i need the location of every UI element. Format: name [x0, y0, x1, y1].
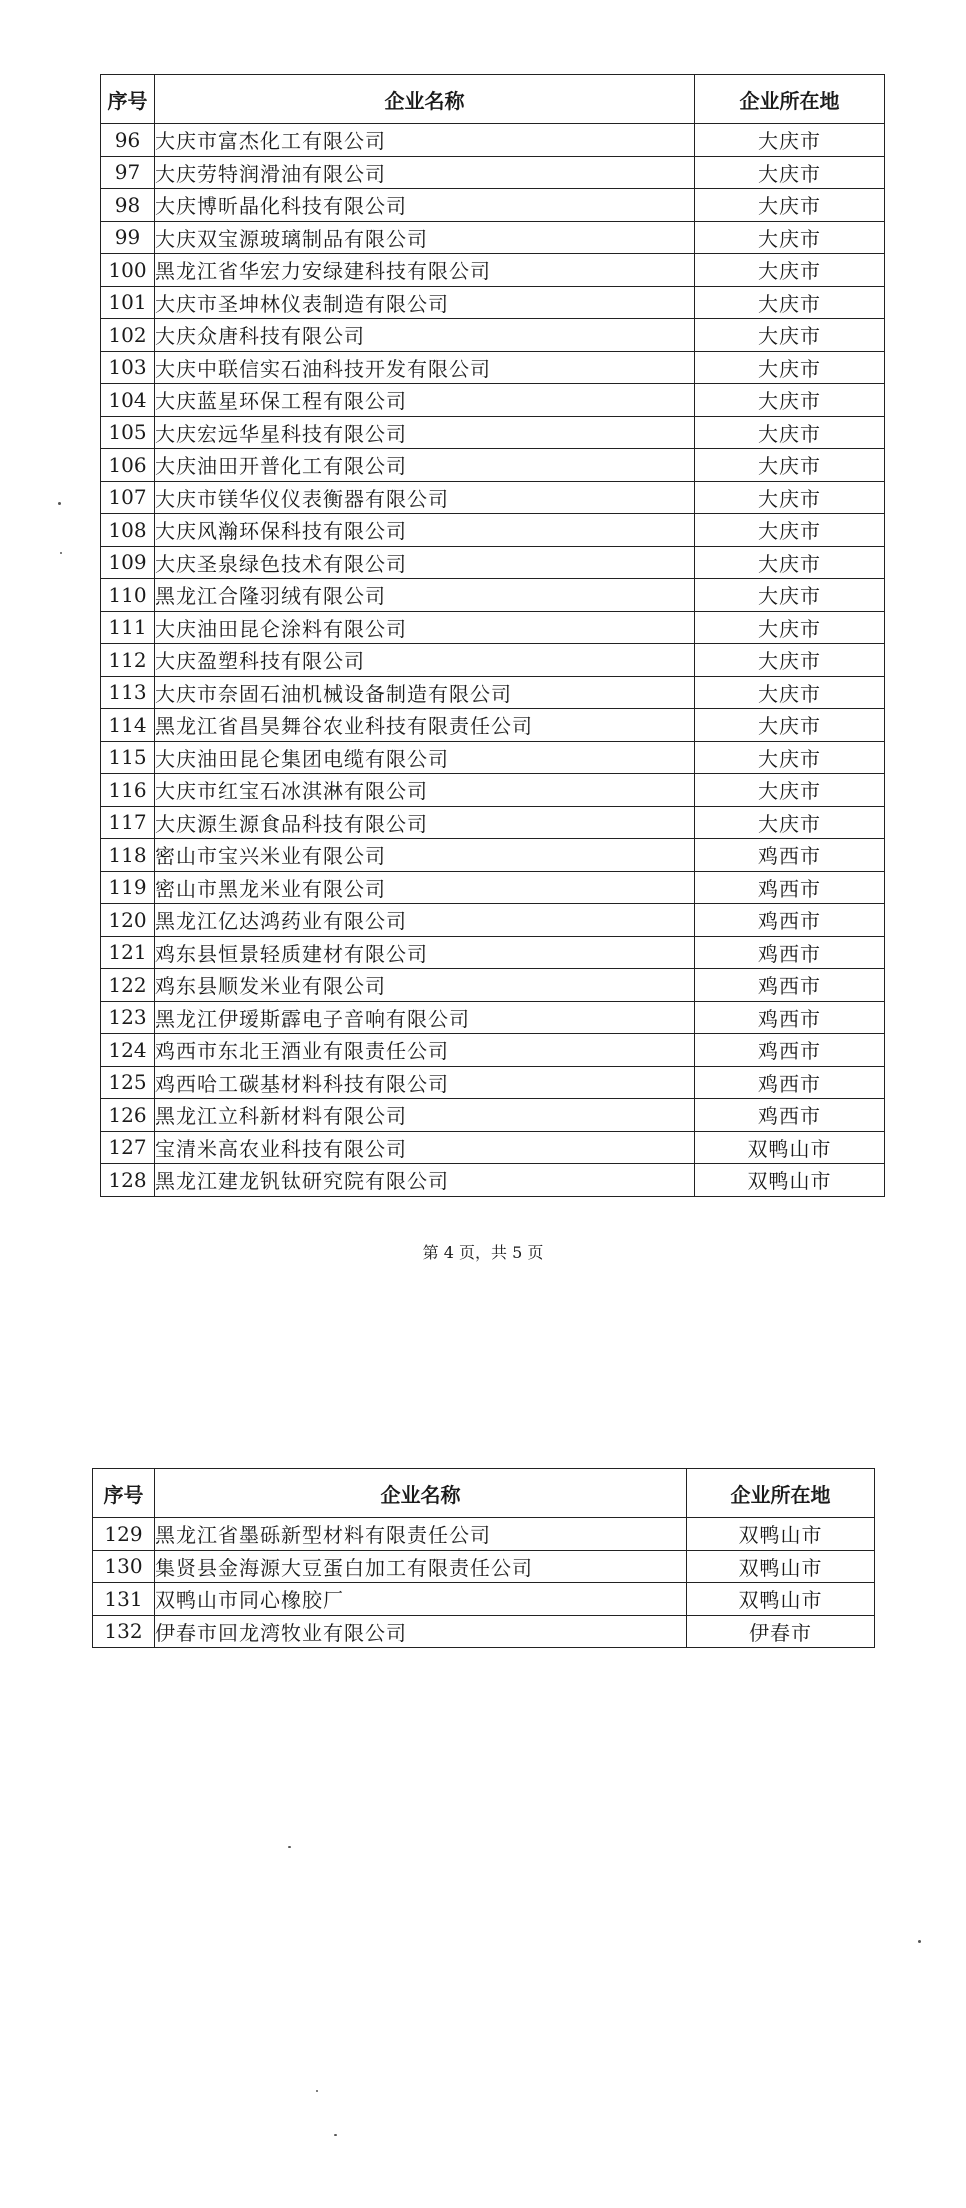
table-row	[93, 1550, 875, 1583]
serial-number-cell: 106	[101, 449, 155, 482]
company-name-cell: 大庆蓝星环保工程有限公司	[155, 384, 695, 417]
location-cell: 大庆市	[695, 254, 885, 287]
location-cell: 大庆市	[695, 546, 885, 579]
company-name-cell: 大庆油田开普化工有限公司	[155, 449, 695, 482]
location-cell: 大庆市	[695, 189, 885, 222]
company-name-cell: 黑龙江省昌昊舞谷农业科技有限责任公司	[155, 709, 695, 742]
serial-number-cell: 104	[101, 384, 155, 417]
table-row	[101, 839, 885, 872]
header-location: 企业所在地	[687, 1469, 875, 1518]
enterprise-table-page4	[100, 74, 885, 1197]
company-name-cell: 大庆市红宝石冰淇淋有限公司	[155, 774, 695, 807]
scan-speck	[334, 2134, 337, 2136]
scan-speck	[316, 2090, 318, 2092]
company-name-cell: 宝清米高农业科技有限公司	[155, 1131, 695, 1164]
company-name-cell: 大庆风瀚环保科技有限公司	[155, 514, 695, 547]
location-cell: 大庆市	[695, 579, 885, 612]
company-name-cell: 大庆市圣坤林仪表制造有限公司	[155, 286, 695, 319]
company-name-cell: 大庆劳特润滑油有限公司	[155, 156, 695, 189]
serial-number-cell: 117	[101, 806, 155, 839]
table-row	[101, 221, 885, 254]
location-cell: 伊春市	[687, 1615, 875, 1648]
table-row	[101, 806, 885, 839]
company-name-cell: 双鸭山市同心橡胶厂	[155, 1583, 687, 1616]
location-cell: 鸡西市	[695, 1034, 885, 1067]
serial-number-cell: 114	[101, 709, 155, 742]
serial-number-cell: 112	[101, 644, 155, 677]
scan-speck	[58, 502, 61, 505]
location-cell: 双鸭山市	[695, 1131, 885, 1164]
table-body	[101, 124, 885, 1197]
location-cell: 大庆市	[695, 514, 885, 547]
company-name-cell: 大庆源生源食品科技有限公司	[155, 806, 695, 839]
table-row	[101, 546, 885, 579]
header-serial: 序号	[93, 1469, 155, 1518]
company-name-cell: 大庆市镁华仪仪表衡器有限公司	[155, 481, 695, 514]
table-row	[101, 481, 885, 514]
company-name-cell: 大庆众唐科技有限公司	[155, 319, 695, 352]
location-cell: 大庆市	[695, 286, 885, 319]
header-location: 企业所在地	[695, 75, 885, 124]
table-row	[101, 286, 885, 319]
serial-number-cell: 127	[101, 1131, 155, 1164]
location-cell: 双鸭山市	[687, 1518, 875, 1551]
serial-number-cell: 132	[93, 1615, 155, 1648]
serial-number-cell: 115	[101, 741, 155, 774]
serial-number-cell: 111	[101, 611, 155, 644]
scan-speck	[288, 1846, 291, 1848]
location-cell: 大庆市	[695, 481, 885, 514]
serial-number-cell: 123	[101, 1001, 155, 1034]
table-row	[101, 936, 885, 969]
table-row	[101, 319, 885, 352]
table-row	[101, 741, 885, 774]
table-row	[101, 1164, 885, 1197]
table-body	[93, 1518, 875, 1648]
location-cell: 鸡西市	[695, 1001, 885, 1034]
serial-number-cell: 113	[101, 676, 155, 709]
company-name-cell: 鸡西哈工碳基材料科技有限公司	[155, 1066, 695, 1099]
location-cell: 大庆市	[695, 676, 885, 709]
table-row	[101, 969, 885, 1002]
location-cell: 大庆市	[695, 806, 885, 839]
serial-number-cell: 120	[101, 904, 155, 937]
company-name-cell: 大庆双宝源玻璃制品有限公司	[155, 221, 695, 254]
company-name-cell: 大庆市奈固石油机械设备制造有限公司	[155, 676, 695, 709]
company-name-cell: 鸡东县顺发米业有限公司	[155, 969, 695, 1002]
location-cell: 大庆市	[695, 774, 885, 807]
location-cell: 大庆市	[695, 221, 885, 254]
table-row	[101, 416, 885, 449]
company-name-cell: 黑龙江建龙钒钛研究院有限公司	[155, 1164, 695, 1197]
location-cell: 双鸭山市	[687, 1550, 875, 1583]
table-row	[101, 384, 885, 417]
serial-number-cell: 121	[101, 936, 155, 969]
location-cell: 大庆市	[695, 611, 885, 644]
serial-number-cell: 105	[101, 416, 155, 449]
serial-number-cell: 100	[101, 254, 155, 287]
location-cell: 鸡西市	[695, 871, 885, 904]
header-company-name: 企业名称	[155, 75, 695, 124]
company-name-cell: 集贤县金海源大豆蛋白加工有限责任公司	[155, 1550, 687, 1583]
serial-number-cell: 99	[101, 221, 155, 254]
table-row	[93, 1583, 875, 1616]
location-cell: 大庆市	[695, 156, 885, 189]
location-cell: 大庆市	[695, 449, 885, 482]
serial-number-cell: 101	[101, 286, 155, 319]
location-cell: 鸡西市	[695, 936, 885, 969]
company-name-cell: 黑龙江亿达鸿药业有限公司	[155, 904, 695, 937]
serial-number-cell: 125	[101, 1066, 155, 1099]
serial-number-cell: 130	[93, 1550, 155, 1583]
table-row	[101, 1099, 885, 1132]
company-name-cell: 大庆油田昆仑集团电缆有限公司	[155, 741, 695, 774]
table-row	[101, 676, 885, 709]
company-name-cell: 大庆圣泉绿色技术有限公司	[155, 546, 695, 579]
table-row	[101, 449, 885, 482]
company-name-cell: 黑龙江省华宏力安绿建科技有限公司	[155, 254, 695, 287]
table-row	[101, 774, 885, 807]
table-row	[101, 1034, 885, 1067]
company-name-cell: 黑龙江省墨砾新型材料有限责任公司	[155, 1518, 687, 1551]
serial-number-cell: 98	[101, 189, 155, 222]
company-name-cell: 大庆宏远华星科技有限公司	[155, 416, 695, 449]
location-cell: 大庆市	[695, 644, 885, 677]
table-row	[101, 1131, 885, 1164]
serial-number-cell: 119	[101, 871, 155, 904]
serial-number-cell: 122	[101, 969, 155, 1002]
table-row	[101, 514, 885, 547]
table-row	[93, 1518, 875, 1551]
location-cell: 大庆市	[695, 124, 885, 157]
table-row	[101, 189, 885, 222]
location-cell: 大庆市	[695, 741, 885, 774]
serial-number-cell: 128	[101, 1164, 155, 1197]
company-name-cell: 黑龙江伊瑷斯霹电子音响有限公司	[155, 1001, 695, 1034]
location-cell: 鸡西市	[695, 1099, 885, 1132]
table-row	[101, 611, 885, 644]
location-cell: 大庆市	[695, 351, 885, 384]
serial-number-cell: 131	[93, 1583, 155, 1616]
serial-number-cell: 107	[101, 481, 155, 514]
location-cell: 大庆市	[695, 384, 885, 417]
header-company-name: 企业名称	[155, 1469, 687, 1518]
location-cell: 大庆市	[695, 319, 885, 352]
serial-number-cell: 124	[101, 1034, 155, 1067]
company-name-cell: 密山市黑龙米业有限公司	[155, 871, 695, 904]
scan-speck	[60, 552, 62, 554]
company-name-cell: 伊春市回龙湾牧业有限公司	[155, 1615, 687, 1648]
table-row	[101, 254, 885, 287]
location-cell: 双鸭山市	[695, 1164, 885, 1197]
company-name-cell: 黑龙江合隆羽绒有限公司	[155, 579, 695, 612]
table-row	[93, 1615, 875, 1648]
serial-number-cell: 129	[93, 1518, 155, 1551]
company-name-cell: 大庆盈塑科技有限公司	[155, 644, 695, 677]
serial-number-cell: 102	[101, 319, 155, 352]
location-cell: 双鸭山市	[687, 1583, 875, 1616]
header-serial: 序号	[101, 75, 155, 124]
table-row	[101, 644, 885, 677]
table-row	[101, 871, 885, 904]
company-name-cell: 大庆中联信实石油科技开发有限公司	[155, 351, 695, 384]
company-name-cell: 大庆博昕晶化科技有限公司	[155, 189, 695, 222]
table-header-row	[101, 75, 885, 124]
serial-number-cell: 97	[101, 156, 155, 189]
table-row	[101, 1001, 885, 1034]
page-number-footer: 第 4 页，共 5 页	[422, 1243, 544, 1262]
company-name-cell: 大庆市富杰化工有限公司	[155, 124, 695, 157]
table-row	[101, 904, 885, 937]
serial-number-cell: 103	[101, 351, 155, 384]
serial-number-cell: 118	[101, 839, 155, 872]
location-cell: 鸡西市	[695, 904, 885, 937]
serial-number-cell: 110	[101, 579, 155, 612]
company-name-cell: 鸡西市东北王酒业有限责任公司	[155, 1034, 695, 1067]
serial-number-cell: 109	[101, 546, 155, 579]
company-name-cell: 大庆油田昆仑涂料有限公司	[155, 611, 695, 644]
company-name-cell: 密山市宝兴米业有限公司	[155, 839, 695, 872]
serial-number-cell: 108	[101, 514, 155, 547]
location-cell: 鸡西市	[695, 839, 885, 872]
location-cell: 鸡西市	[695, 969, 885, 1002]
scan-speck	[918, 1940, 921, 1943]
company-name-cell: 黑龙江立科新材料有限公司	[155, 1099, 695, 1132]
enterprise-table-page5	[92, 1468, 875, 1648]
table-row	[101, 709, 885, 742]
location-cell: 大庆市	[695, 416, 885, 449]
serial-number-cell: 96	[101, 124, 155, 157]
table-row	[101, 579, 885, 612]
location-cell: 大庆市	[695, 709, 885, 742]
serial-number-cell: 116	[101, 774, 155, 807]
table-row	[101, 124, 885, 157]
serial-number-cell: 126	[101, 1099, 155, 1132]
table-header-row	[93, 1469, 875, 1518]
table-row	[101, 351, 885, 384]
table-row	[101, 1066, 885, 1099]
table-row	[101, 156, 885, 189]
location-cell: 鸡西市	[695, 1066, 885, 1099]
company-name-cell: 鸡东县恒景轻质建材有限公司	[155, 936, 695, 969]
